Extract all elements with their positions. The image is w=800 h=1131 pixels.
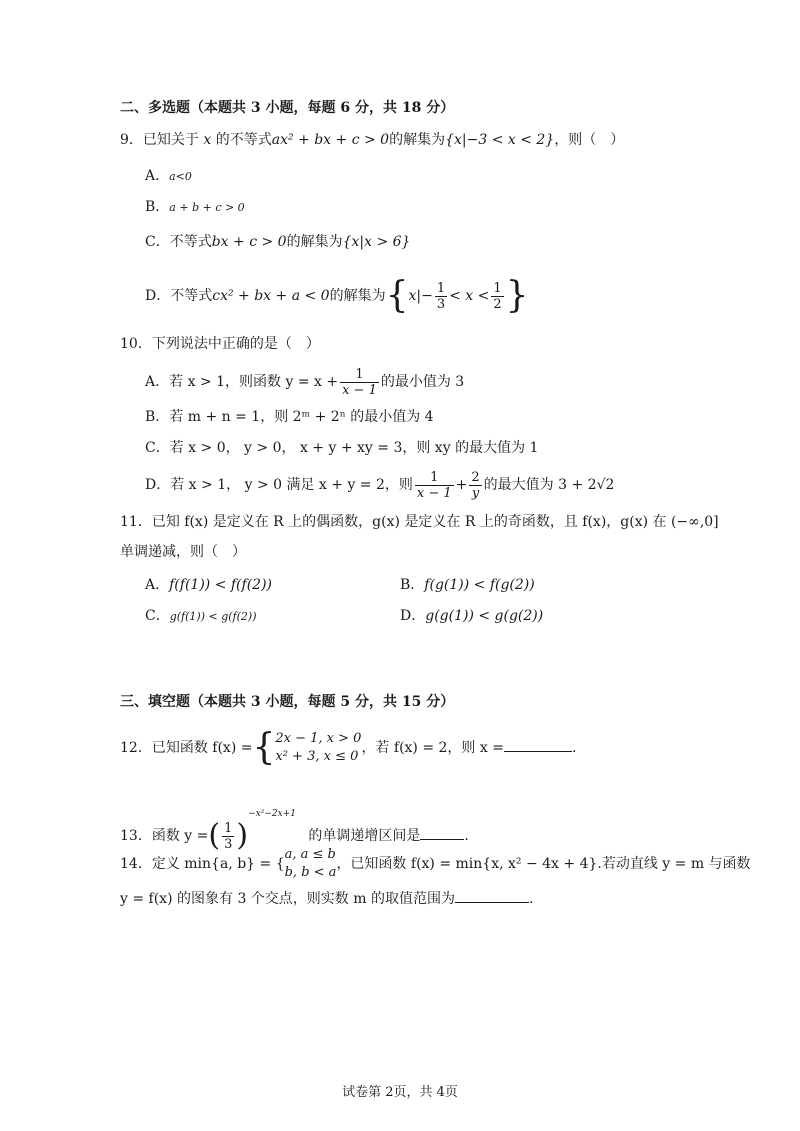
q10-option-a-text-b: 的最小值为 3 (380, 374, 465, 390)
q12-stem-b: ，若 f(x) = 2，则 x = (361, 740, 504, 756)
q14-line1 (120, 846, 751, 882)
q10-option-d-text-a: 若 x > 1， y > 0 满足 x + y = 2，则 (170, 477, 413, 493)
q14-case2: b, b < a (284, 865, 337, 880)
q12 (120, 728, 576, 768)
q11-line1-text: 已知 f(x) 是定义在 R 上的偶函数，g(x) 是定义在 R 上的奇函数，且 f(x)，g(x) 在 (−∞,0] (151, 514, 719, 530)
q14-stem-a: 定义 min{a, b} = { (151, 856, 285, 872)
q14-line2-text: y = f(x) 的图象有 3 个交点，则实数 m 的取值范围为 (120, 891, 455, 907)
q10-option-a-label: A． (145, 374, 170, 390)
q9-option-b (145, 197, 245, 218)
q13-stem-c: . (464, 828, 469, 844)
q9-option-d-ineq: cx² + bx + a < 0 (212, 288, 330, 304)
q9-option-d-text-b: 的解集为 (329, 288, 386, 304)
frac-denominator: 2 (493, 296, 502, 312)
frac-numerator: 1 (415, 470, 454, 486)
q9-option-d-set-pre: x|− (408, 288, 433, 304)
q9-option-d-text-a: 不等式 (170, 288, 213, 304)
q10-option-d (145, 467, 614, 503)
q9-option-d-mid: < x < (449, 288, 490, 304)
q10-option-d-frac1 (415, 470, 454, 501)
q12-case1: 2x − 1, x > 0 (275, 731, 362, 746)
q11-option-c-text: g(f(1)) < g(f(2)) (169, 610, 257, 623)
q9-option-c-label: C． (145, 234, 170, 250)
q11-option-b-text: f(g(1)) < f(g(2)) (424, 577, 535, 593)
frac-numerator: 1 (224, 820, 233, 836)
page-footer: 试卷第 2页，共 4页 (342, 1085, 458, 1100)
frac-denominator: y (471, 485, 480, 501)
q9-option-d (145, 276, 529, 316)
q9-stem-c: 的解集为 (389, 132, 446, 148)
q9-option-b-label: B． (145, 199, 170, 215)
right-paren-icon: ) (236, 818, 249, 853)
q12-piecewise (275, 730, 361, 766)
q11-option-b (400, 575, 535, 595)
q9-option-a-label: A． (145, 168, 170, 184)
q9-option-a-text: a<0 (169, 170, 192, 183)
q10-option-d-text-b: 的最大值为 3 + 2√2 (483, 477, 615, 493)
q10-option-b-label: B． (145, 409, 170, 425)
q12-stem-c: . (571, 740, 577, 756)
q10-option-d-frac2 (469, 470, 481, 501)
q9-inequality: ax² + bx + c > 0 (271, 132, 390, 148)
q12-answer-blank[interactable] (504, 737, 572, 752)
q11-option-c-label: C． (145, 608, 170, 624)
q10-option-c (145, 438, 538, 458)
frac-denominator: 3 (436, 296, 446, 312)
q10-option-b (145, 407, 434, 427)
left-brace-icon: { (252, 727, 276, 768)
q10-number: 10． (120, 336, 152, 352)
section2-heading: 二、多选题（本题共 3 小题，每题 6 分，共 18 分） (120, 100, 455, 116)
q10-option-d-plus: + (455, 477, 468, 493)
q11-option-a-label: A． (145, 577, 170, 593)
q14-piecewise (285, 846, 337, 882)
q9-number: 9． (120, 132, 143, 148)
q11-option-c (145, 606, 256, 627)
q9-option-c-set: {x|x > 6} (342, 234, 411, 250)
q14-answer-blank[interactable] (455, 888, 529, 903)
q10-option-a-frac (340, 367, 379, 398)
q14-stem-b: ，已知函数 f(x) = min{x, x² − 4x + 4}.若动直线 y = m 与函数 (336, 856, 751, 872)
frac-numerator: 1 (340, 367, 379, 383)
q9-option-d-frac2 (491, 281, 503, 312)
q9-stem-b: 的不等式 (215, 132, 272, 148)
frac-denominator: 3 (224, 836, 233, 852)
q10-option-d-label: D． (145, 477, 171, 493)
q10-option-c-text: 若 x > 0， y > 0， x + y + xy = 3，则 xy 的最大值为 1 (169, 440, 539, 456)
q10-option-a-text-a: 若 x > 1，则函数 y = x + (169, 374, 339, 390)
q13-stem-b: 的单调递增区间是 (308, 828, 421, 844)
q11-option-d (400, 606, 543, 626)
q10-option-a (145, 364, 464, 400)
frac-denominator: x − 1 (342, 382, 377, 398)
frac-numerator: 2 (471, 469, 480, 485)
q11-option-a (145, 575, 272, 595)
q11-option-d-text: g(g(1)) < g(g(2)) (425, 608, 544, 624)
q13-answer-blank[interactable] (420, 825, 464, 840)
q9-option-c-text-b: 的解集为 (286, 234, 343, 250)
q9-option-c-ineq: bx + c > 0 (211, 234, 287, 250)
frac-numerator: 1 (436, 280, 446, 296)
q10-stem (120, 334, 320, 354)
q9-option-a (145, 166, 192, 187)
frac-numerator: 1 (493, 280, 502, 296)
q11-option-b-label: B． (400, 577, 425, 593)
q11-option-d-label: D． (400, 608, 426, 624)
q12-number: 12． (120, 740, 152, 756)
q10-option-c-label: C． (145, 440, 170, 456)
frac-denominator: x − 1 (416, 485, 452, 501)
q14-line2-end: . (528, 891, 534, 907)
section3-heading: 三、填空题（本题共 3 小题，每题 5 分，共 15 分） (120, 694, 455, 710)
left-paren-icon: ( (208, 818, 221, 853)
q11-line2: 单调递减，则（ ） (120, 544, 246, 560)
q10-option-b-text: 若 m + n = 1，则 2ᵐ + 2ⁿ 的最小值为 4 (169, 409, 434, 425)
q9-solution-set: {x|−3 < x < 2} (445, 132, 555, 148)
q9-var-x: x (203, 132, 212, 148)
left-brace-icon: { (385, 275, 409, 316)
q11-number: 11． (120, 514, 152, 530)
q9-stem (120, 130, 624, 150)
q14-case1: a, a ≤ b (284, 847, 336, 862)
q9-option-d-frac1 (435, 281, 447, 312)
q9-stem-d: ，则（ ） (554, 132, 625, 148)
q11-line1 (120, 512, 719, 532)
q9-option-c-text-a: 不等式 (169, 234, 212, 250)
q12-stem-a: 已知函数 f(x) = (151, 740, 253, 756)
q9-option-d-label: D． (145, 288, 171, 304)
q13-stem-a: 函数 y = (151, 828, 209, 844)
q10-stem-text: 下列说法中正确的是（ ） (151, 336, 320, 352)
q9-stem-a: 已知关于 (142, 132, 199, 148)
q9-option-b-text: a + b + c > 0 (169, 201, 245, 214)
q11-option-a-text: f(f(1)) < f(f(2)) (169, 577, 272, 593)
q12-case2: x² + 3, x ≤ 0 (275, 749, 359, 764)
q13-number: 13． (120, 828, 152, 844)
q14-line2 (120, 888, 533, 909)
q14-number: 14． (120, 856, 152, 872)
right-brace-icon: } (505, 275, 529, 316)
q9-option-c (145, 232, 410, 252)
q13-exponent: −x²−2x+1 (248, 809, 296, 819)
